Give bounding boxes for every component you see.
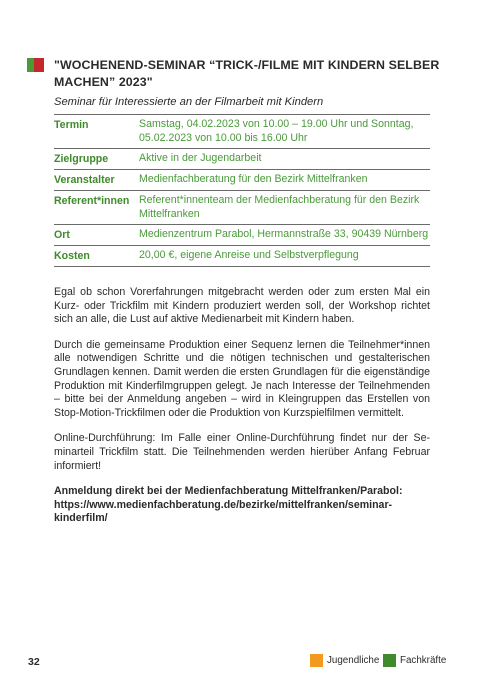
row-key: Ort xyxy=(54,225,139,246)
page-number: 32 xyxy=(28,656,40,668)
row-key: Referent*innen xyxy=(54,191,139,225)
table-row xyxy=(54,225,430,246)
row-value: 20,00 €, eigene Anreise und Selbstverpflegung xyxy=(139,246,430,267)
row-value: Samstag, 04.02.2023 von 10.00 – 19.00 Uhr und Sonntag, 05.02.2023 von 10.00 bis 16.00 Uhr xyxy=(139,115,430,149)
table-row xyxy=(54,115,430,149)
registration-label: Anmeldung direkt bei der Medienfachberatung Mittelfranken/Parabol: xyxy=(54,485,403,498)
orange-square-icon xyxy=(310,654,323,667)
registration-link[interactable]: https://www.medienfachberatung.de/bezirke/mittelfranken/seminar-kinderfilm/ xyxy=(54,498,393,525)
table-row xyxy=(54,246,430,267)
row-value: Referent*innenteam der Medienfachberatung für den Bezirk Mittelfranken xyxy=(139,191,430,225)
row-key: Veranstalter xyxy=(54,170,139,191)
paragraph-intro: Egal ob schon Vorerfahrungen mitgebracht werden oder zum ersten Mal ein Kurz- oder Trickfilm mit Kindern produziert werden soll, der Workshop richtet sich an alle, die Lust auf aktive Medienarbeit mit Kindern haben. xyxy=(54,286,430,326)
legend-label: Fachkräfte xyxy=(400,655,447,666)
legend-item-fachkraefte xyxy=(383,654,446,667)
title-marker-icon xyxy=(27,58,44,72)
legend-label: Jugendliche xyxy=(327,655,380,666)
paragraph-online: Online-Durchführung: Im Falle einer Online-Durchführung findet nur der Seminarteil Trickfilm statt. Die Teilnehmenden werden hierüber Anfang Februar informiert! xyxy=(54,432,430,472)
table-row xyxy=(54,191,430,225)
paragraph-production: Durch die gemeinsame Produktion einer Sequenz lernen die Teilnehmer*innen alle notwendigen Schritte und die nötigen technischen und gestalterischen Grundlagen kennen. Damit werden die ersten Grundlagen für die eigenständige Produktion mit Kinderfilmgruppen gelegt. Je nach Interesse der Teilnehmenden – bitte bei der Anmeldung angeben – wird in Kleingruppen das Erstellen von Stop-Motion-Trickfilmen oder die Produktion von Kurzspielfilmen vermittelt. xyxy=(54,338,430,419)
row-key: Kosten xyxy=(54,246,139,267)
seminar-title: "WOCHENEND-SEMINAR “TRICK-/FILME MIT KINDERN SELBER MACHEN” 2023" xyxy=(54,58,440,89)
registration-block xyxy=(54,485,430,526)
row-key: Termin xyxy=(54,115,139,149)
row-value: Medienfachberatung für den Bezirk Mittelfranken xyxy=(139,170,430,191)
row-key: Zielgruppe xyxy=(54,149,139,170)
row-value: Medienzentrum Parabol, Hermannstraße 33, 90439 Nürnberg xyxy=(139,225,430,246)
table-row xyxy=(54,170,430,191)
seminar-subtitle: Seminar für Interessierte an der Filmarbeit mit Kindern xyxy=(54,96,324,108)
body-text xyxy=(54,286,430,538)
info-table xyxy=(54,114,430,267)
row-value: Aktive in der Jugendarbeit xyxy=(139,149,430,170)
green-square-icon xyxy=(383,654,396,667)
table-row xyxy=(54,149,430,170)
legend-item-jugendliche xyxy=(310,654,379,667)
